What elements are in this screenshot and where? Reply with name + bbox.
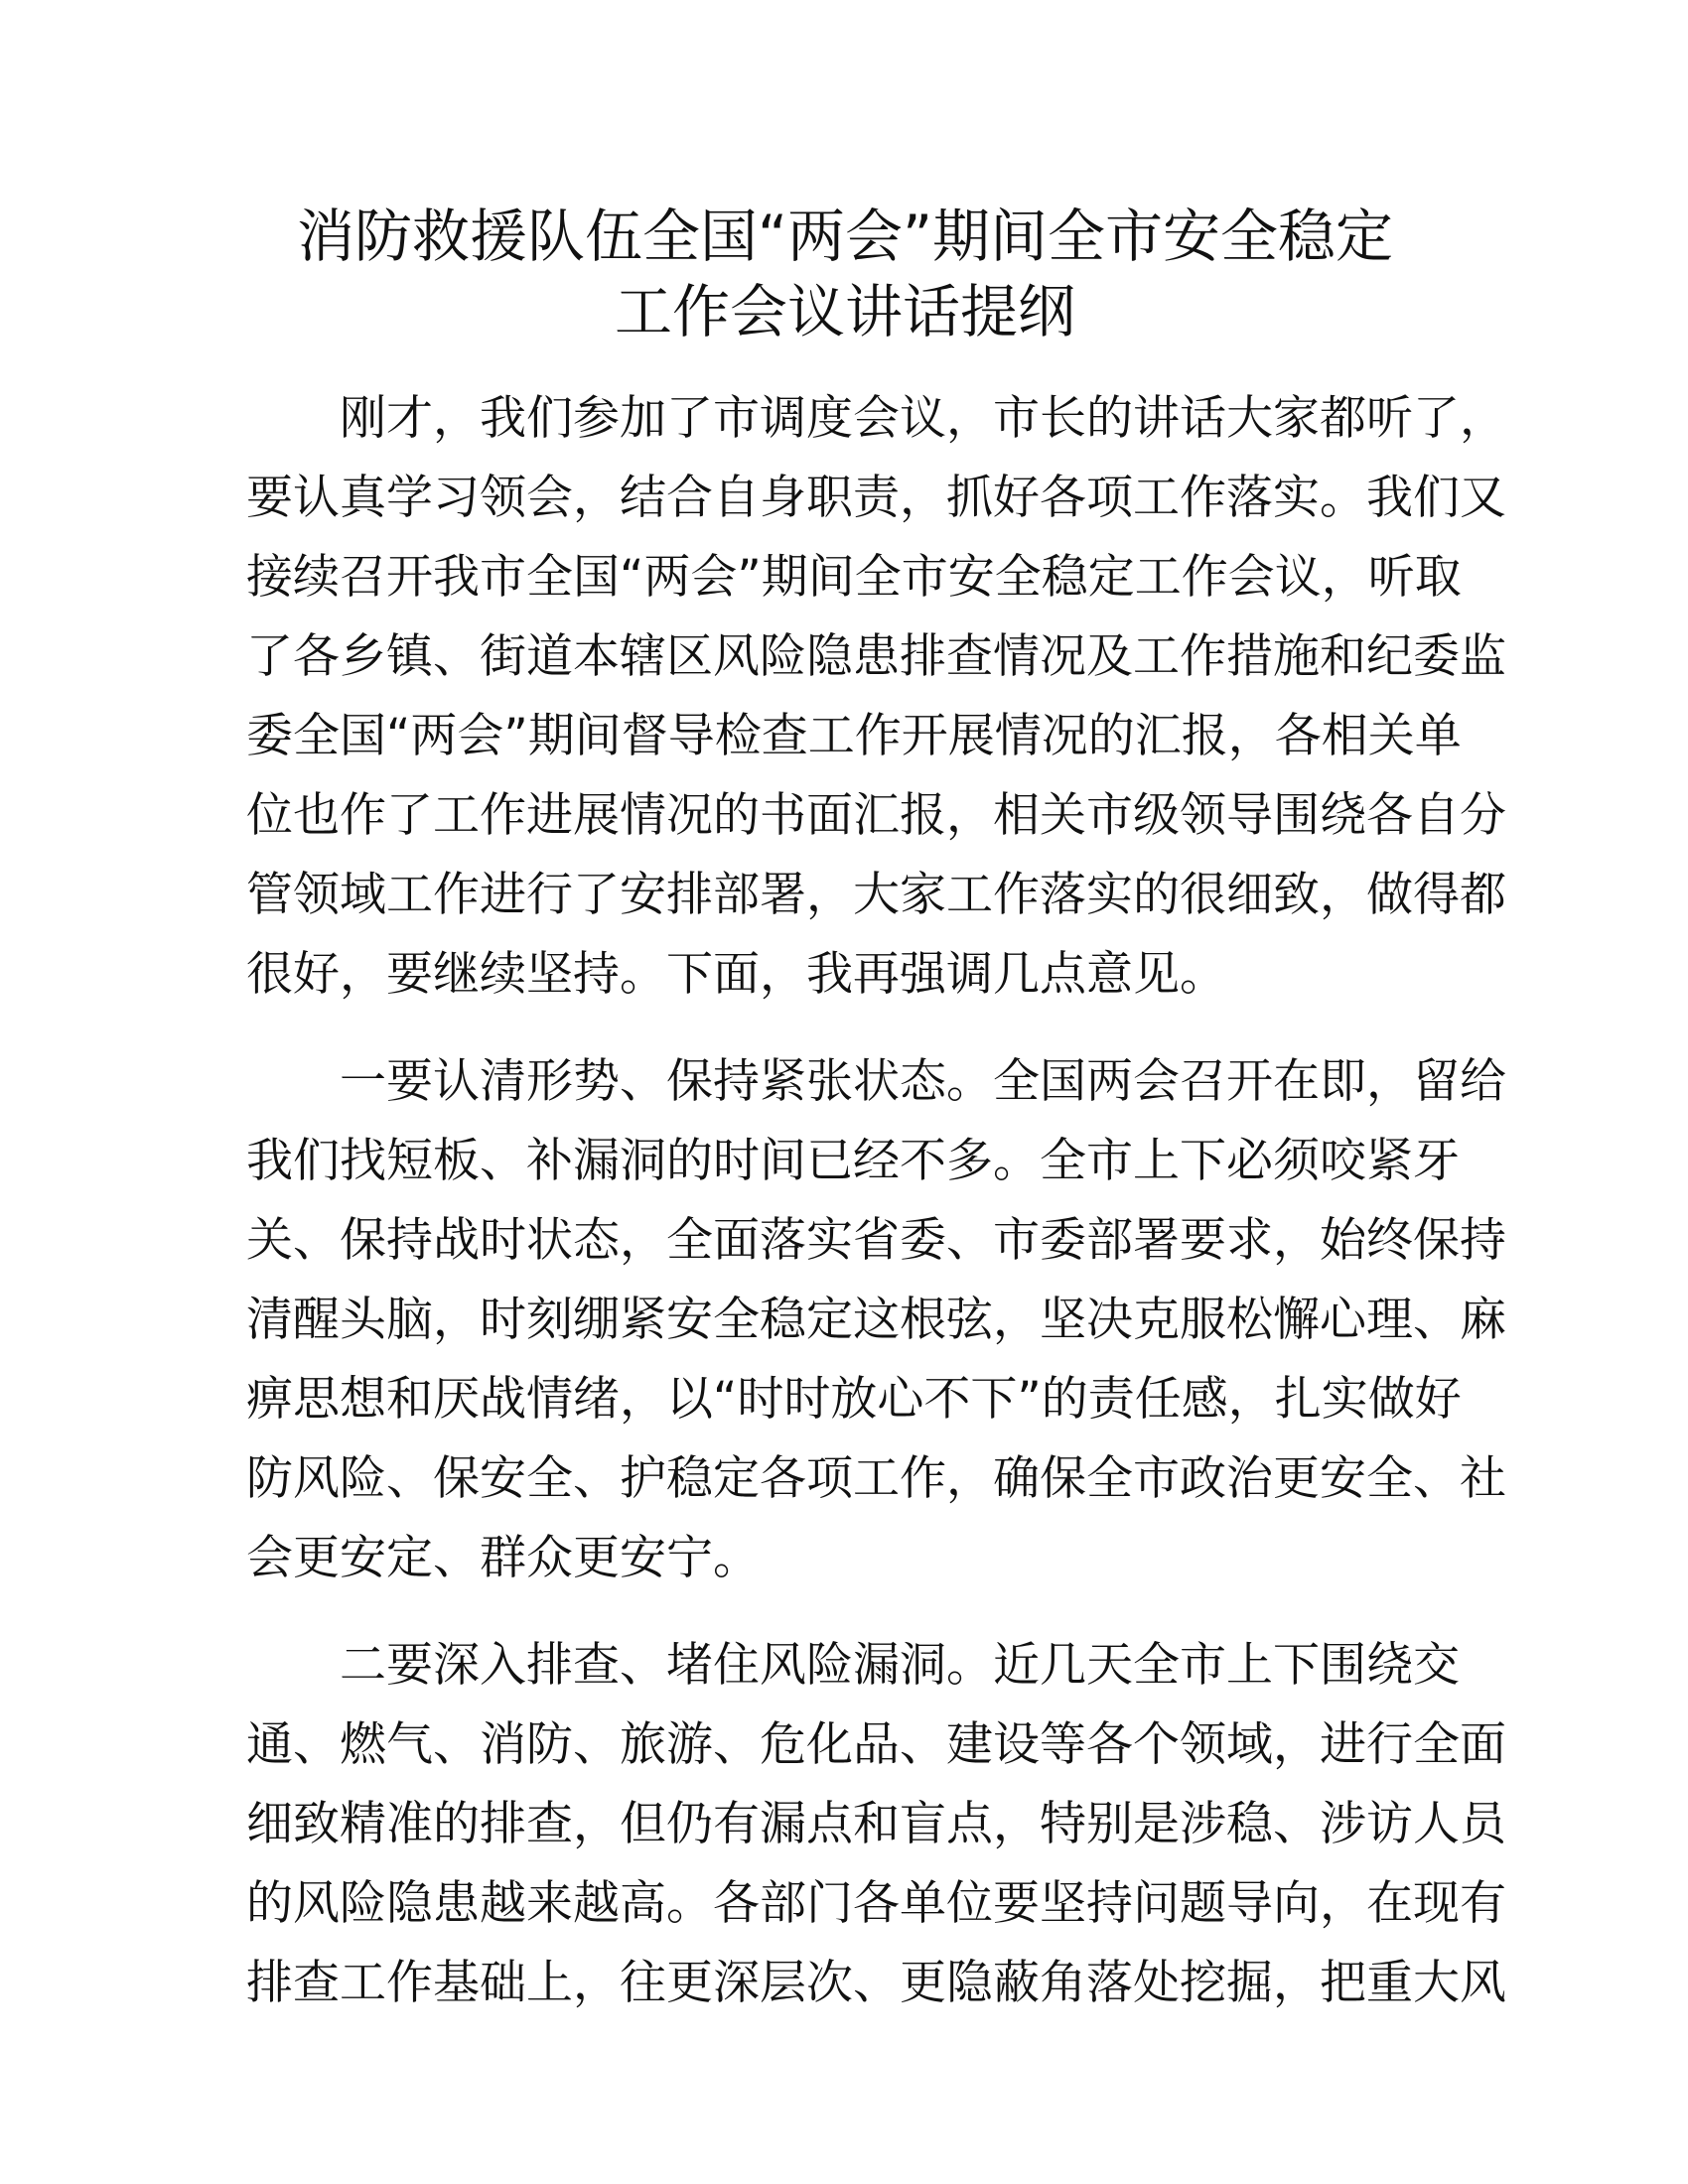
title-line: 工作会议讲话提纲 <box>614 278 1075 345</box>
text-line: 清醒头脑，时刻绷紧安全稳定这根弦，坚决克服松懈心理、麻 <box>246 1293 1506 1347</box>
text-line: 接续召开我市全国“两会”期间全市安全稳定工作会议，听取 <box>246 550 1462 605</box>
document-title <box>246 199 1444 349</box>
text-line: 痹思想和厌战情绪，以“时时放心不下”的责任感，扎实做好 <box>246 1372 1462 1427</box>
text-line: 的风险隐患越来越高。各部门各单位要坚持问题导向，在现有 <box>246 1876 1506 1931</box>
text-line: 位也作了工作进展情况的书面汇报，相关市级领导围绕各自分 <box>246 788 1506 843</box>
paragraph-point-two <box>246 1626 1506 2023</box>
text-line: 我们找短板、补漏洞的时间已经不多。全市上下必须咬紧牙 <box>246 1134 1460 1188</box>
text-line: 细致精准的排查，但仍有漏点和盲点，特别是涉稳、涉访人员 <box>246 1797 1506 1851</box>
text-line: 要认真学习领会，结合自身职责，抓好各项工作落实。我们又 <box>246 471 1506 525</box>
paragraph-point-one <box>246 1042 1506 1598</box>
text-line: 会更安定、群众更安宁。 <box>246 1531 760 1585</box>
document-page <box>246 199 1506 2051</box>
text-line: 通、燃气、消防、旅游、危化品、建设等各个领域，进行全面 <box>246 1717 1506 1772</box>
text-line: 防风险、保安全、护稳定各项工作，确保全市政治更安全、社 <box>246 1451 1506 1506</box>
text-line: 排查工作基础上，往更深层次、更隐蔽角落处挖掘，把重大风 <box>246 1956 1506 2010</box>
text-line: 刚才，我们参加了市调度会议，市长的讲话大家都听了， <box>340 391 1506 446</box>
text-line: 管领域工作进行了安排部署，大家工作落实的很细致，做得都 <box>246 868 1506 922</box>
text-line: 很好，要继续坚持。下面，我再强调几点意见。 <box>246 947 1226 1002</box>
text-line: 二要深入排查、堵住风险漏洞。近几天全市上下围绕交 <box>340 1638 1460 1693</box>
text-line: 委全国“两会”期间督导检查工作开展情况的汇报，各相关单 <box>246 709 1462 763</box>
text-line: 一要认清形势、保持紧张状态。全国两会召开在即，留给 <box>340 1054 1506 1109</box>
title-line: 消防救援队伍全国“两会”期间全市安全稳定 <box>296 203 1394 270</box>
text-line: 关、保持战时状态，全面落实省委、市委部署要求，始终保持 <box>246 1213 1506 1268</box>
text-line: 了各乡镇、街道本辖区风险隐患排查情况及工作措施和纪委监 <box>246 629 1506 684</box>
paragraph-intro <box>246 379 1506 1015</box>
